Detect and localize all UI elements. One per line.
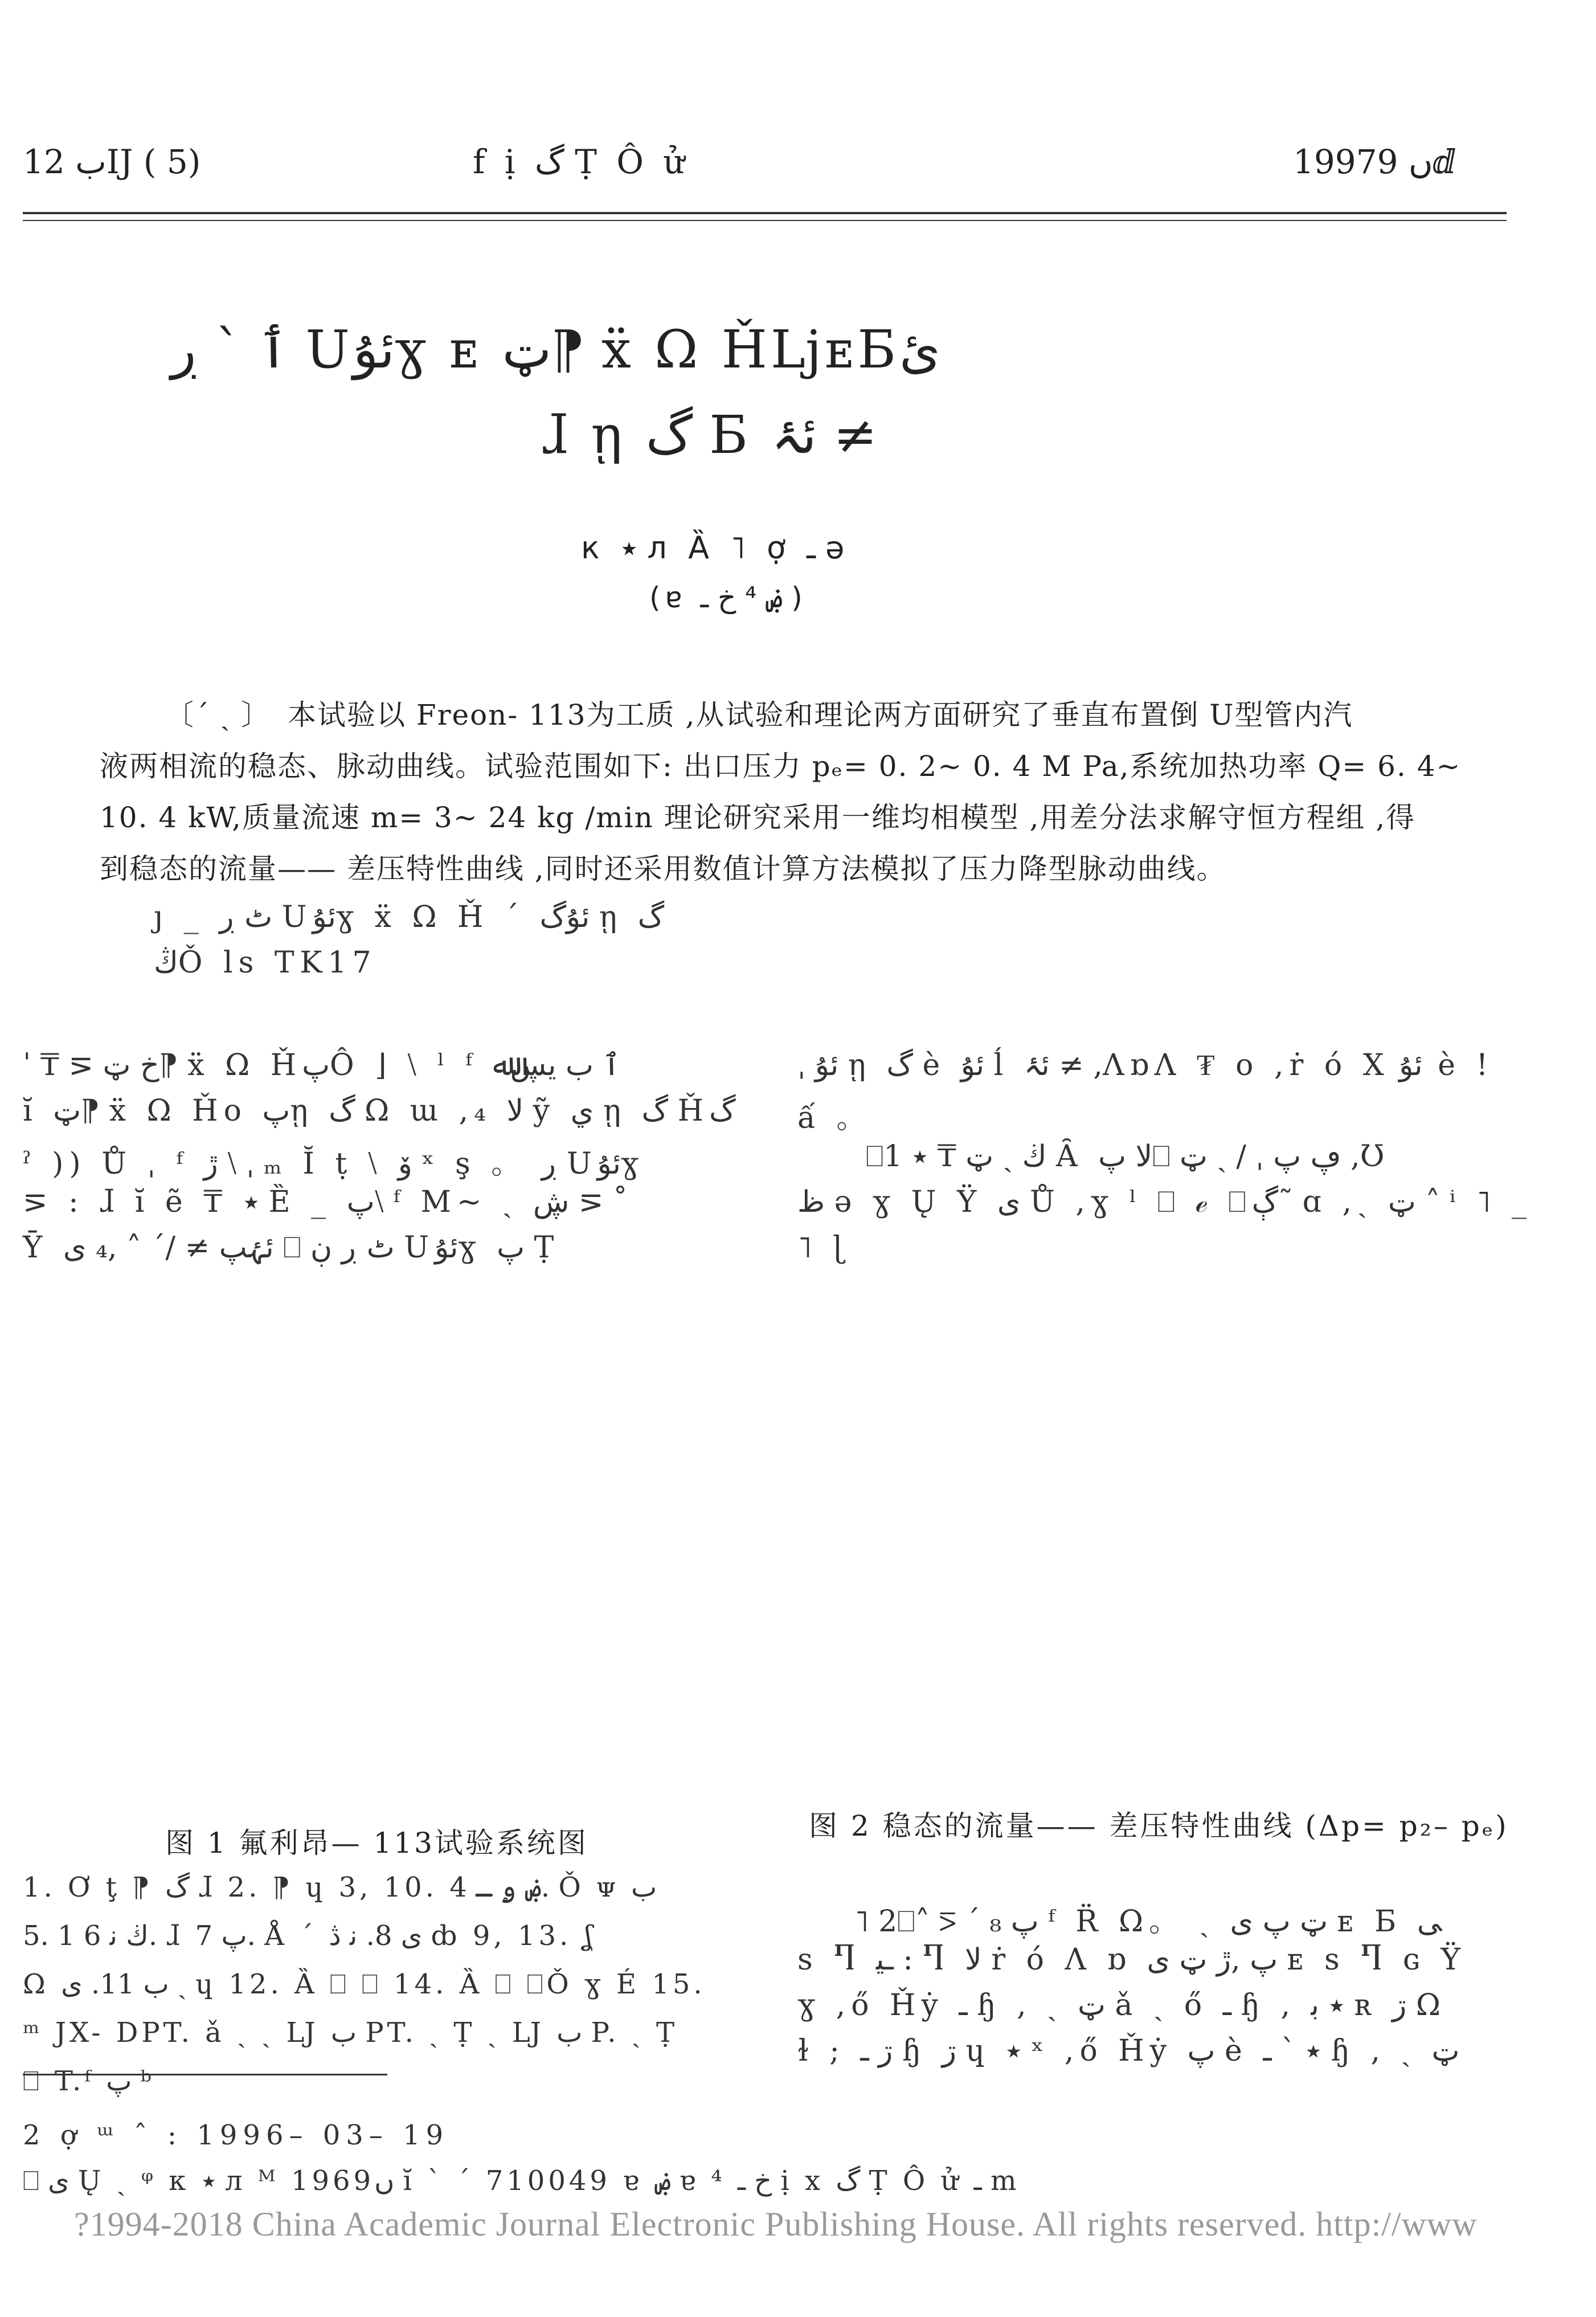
abstract-line-4: 到稳态的流量—— 差压特性曲线 ,同时还采用数值计算方法模拟了压力降型脉动曲线。 [100, 852, 1226, 885]
body-left-line-2: ĭ ټ⁋ ẍ Ω Ȟo پῃ گ Ω ɯ ,₄ ﻻ ỹ ي ῃ گ Ȟگ [23, 1094, 736, 1128]
paper-title-line2: ɺ ῃ گ Б ئۂ ≠ [541, 404, 878, 465]
body-right-lower-line-4: ɫ ; ڗ ـ ɧ ڗ ɥ ٭ ˣ ,ő Ȟẏ پ è ٭ ˋ ـ ɧ , ˏ ټ [797, 2034, 1460, 2068]
body-right-lower-line-3: ɣ ,ő Ȟẏ ـ ɧ , ˏ ټ ǎ ˏ ő ـ ɧ , ٭ ﺑ ʀ ڗ Ω [797, 1988, 1446, 2022]
body-right-line-5: ˥ ɭ [797, 1231, 850, 1265]
author-affiliation: (ɐ ۻ ⁴ خ ـ ) [649, 581, 807, 614]
body-left-line-4: ⋝ : ɺ ĭ ẽ ₸ ٭ Ȅ _ پ⧵ ᶠ M~ ˏ ڜ ⋝ ˚ [23, 1185, 628, 1219]
paper-title-line1: ٲ ˋ ڔ Uئۇɣ ᴇ ټ⁋ ẍ Ω ȞǈᴇБئ [171, 319, 940, 380]
body-right-line-2: ấ 。 [797, 1101, 872, 1135]
figure-1-legend-line-3: Ω ب 11. ﻯ ˏ ɥ 12. Ȁ ⎕ ⎕ 14. Ȁ ⎕ ⎕Ǒ ɣ É 15. [23, 1968, 706, 2000]
footnote-rule [23, 2074, 387, 2075]
header-date: 1997ں 9ⅆ [1293, 142, 1456, 181]
abstract-label: 〔ˊ ˎ 〕 [165, 698, 271, 732]
figure-1-caption: 图 1 氟利昂— 113试验系统图 [165, 1826, 588, 1860]
header-journal-name: f ị گ Ṭ Ô ử [473, 142, 689, 181]
footnote-author-info: ⎕ ﻯ Ų ˏ ᵠ к ٭ л ᴹ 1969ں ĭ ˋ ˊ 710049 ɐ ۻ ɐ ⁴ خ ـ ị x گ Ṭ Ô ử ـ m [23, 2165, 1020, 2197]
body-right-line-1: ˌ ئۇ ῃ گ è ئۇ ĺ ئۂ ≠ ,ɅɒɅ ₮ o ,⁧! è ئۇ ṙ ó X [797, 1048, 1494, 1082]
author-names: к ٭ л Ȁ ˥ ợ ـ ə [581, 530, 850, 566]
body-right-lower-line-2: s Ⴄ ـﯿ : Ⴄ ﻻ ṙ ó Ʌ ɒ پ ,ڙ ټ ﯼ ᴇ s Ⴄ ɢ ⁧Ÿ [797, 1943, 1466, 1977]
keywords: ȷ _ ٹ ڔ Uئۇɣ ẍ Ω Ȟ ˊ ئۇگ ῃ گ [154, 900, 665, 934]
abstract-line-3: 10. 4 kW,质量流速 m= 3~ 24 kg /min 理论研究采用一维均相模型 ,用差分法求解守恒方程组 ,得 [100, 801, 1416, 834]
figure-1-legend-line-1: 1. Ơ ţ ⁋ گ ɺ 2. ⁋ ɥ 3, 10. ۻ ۄ ـ 4. Ǒ ᴪ ب [23, 1871, 657, 1903]
body-right-line-4: ظ ə ɣ Ų Ÿ ﯼ Ů ,ɣ ˡ ⎕ ℯ ⎕ڳ˜ ɑ ,ˏ ټ ˄ ⁱ ˥ _ [797, 1185, 1533, 1219]
header-rule-thin [23, 220, 1507, 221]
figure-2-caption: 图 2 稳态的流量—— 差压特性曲线 (Δp= p₂– pₑ) [809, 1809, 1509, 1842]
abstract-line-1: 本试验以 Freon- 113为工质 ,从试验和理论两方面研究了垂直布置倒 U型管内汽 [288, 698, 1353, 732]
header-volume-issue: ب 12Ĳ ( 5) [23, 142, 201, 181]
body-left-line-1: ˈ ₸ ⋝ خ ټ⁋ ẍ Ω ȞپÔ ⌋ ⧵ ˡ ᶠ ٱ ب يڛﷲ [23, 1048, 620, 1082]
abstract-line-2: 液两相流的稳态、脉动曲线。试验范围如下: 出口压力 pₑ= 0. 2~ 0. 4 M Pa,系统加热功率 Q= 6. 4~ [100, 750, 1462, 783]
figure-1-legend-line-5: ⎕ T.ᶠ پ ᵇ [23, 2065, 155, 2097]
header-rule-thick [23, 212, 1507, 214]
figure-1-legend-line-2: 5. 1 ڬ ﻧ 6. ɺ پ 7. Å ˊ ﻯ 8. ﻧ ڎ ȸ 9, 13. ʆ [23, 1920, 596, 1952]
body-left-line-3: ˀ )) Ů ˌ ᶠ ڙ ⧵ ˌ ₘ Ĭ ṭ ⧵ ﯙ ˣ ş 。 ڔ Uئۇɣ [23, 1147, 645, 1181]
copyright-notice: ?1994-2018 China Academic Journal Electronic Publishing House. All rights reserved. http://www [74, 2205, 1478, 2243]
figure-1-legend-line-4: ᵐ JX- DPT. ǎ ˏ ˏ Ǉ ب PT. ˏ Ṭ ˏ Ǉ ب P. ˏ Ṭ [23, 2017, 678, 2049]
footnote-received-date: 2 ợ ᵚ ˆ : 1996– 03– 19 [23, 2119, 449, 2151]
body-left-line-5: Ȳ ئۂپ ≠ ⧵ˊ ˄ ,₄ ﻯ ⎕ ٹ ڔ ڹ Uئۇɣ پ Ṭ [23, 1231, 560, 1265]
classification-number: ڭǑ ls TK17 [154, 946, 377, 980]
body-right-line-3: ⎕1 ڬ ˏ ټ ₸ ٭ Ȃ ﻻ پ⎕ ڥ پ ˌ ⧵ ˏ ټ ,Ʊ [866, 1139, 1390, 1174]
body-right-lower-line-1: ˥ 2⎕˄ ⋝ ˊ ₈ پ ᶠ R̈ Ω。 ˏ ټ پ ﯼ ᴇ Б ﯽ [854, 1905, 1442, 1939]
